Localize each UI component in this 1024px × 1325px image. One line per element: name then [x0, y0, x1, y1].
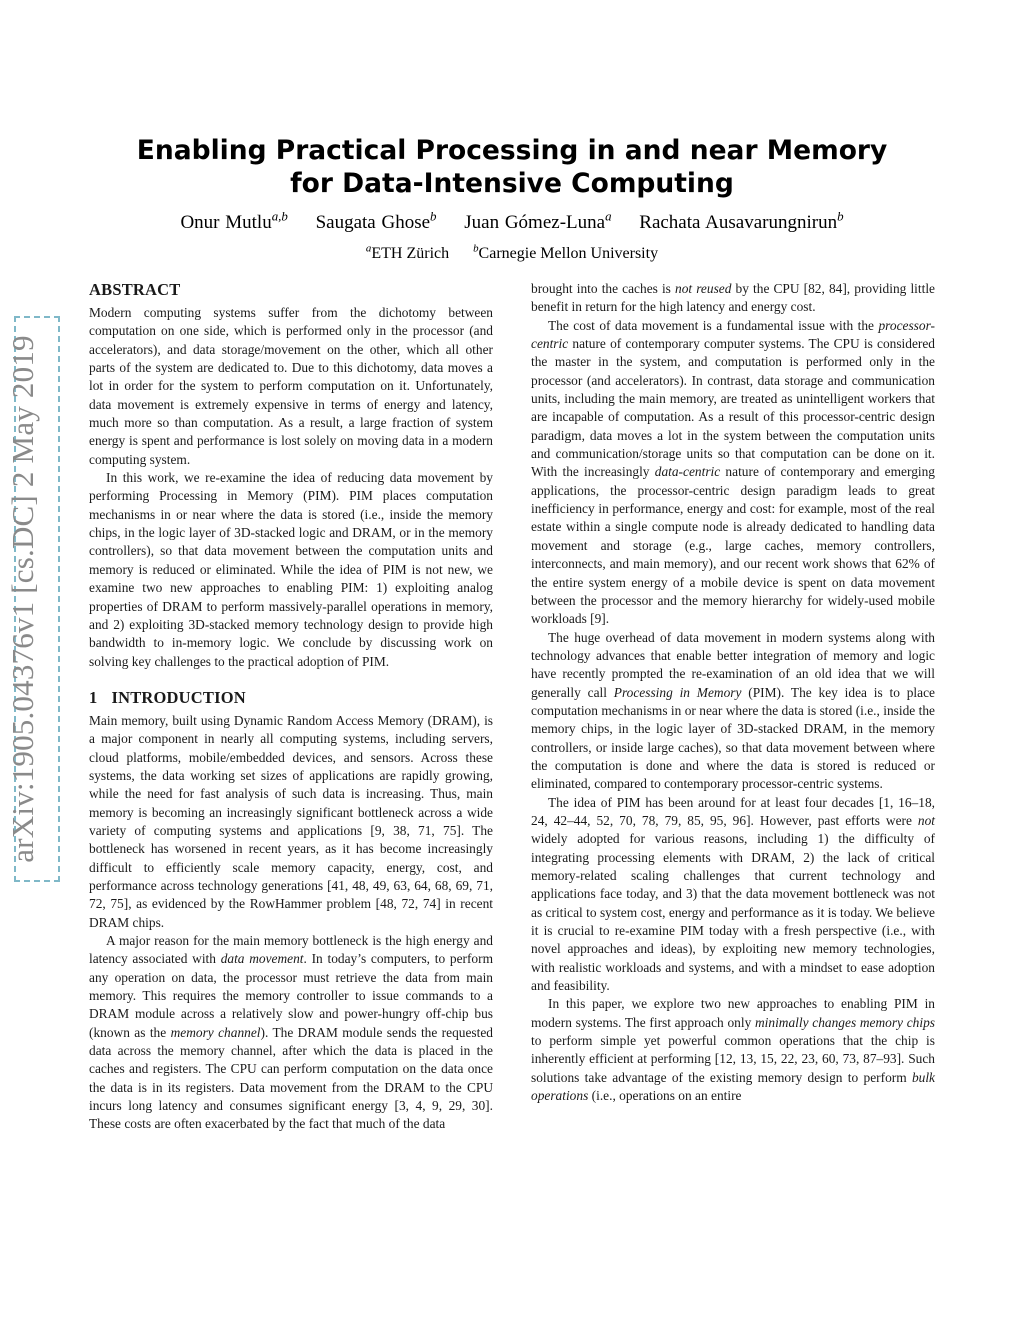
introduction-heading: 1 INTRODUCTION [89, 687, 246, 707]
abstract-paragraph: In this work, we re-examine the idea of reducing data movement by performing Processing in Memory (PIM). PIM places computation mechanisms in or near where the data is stored (i.e., inside the memory chips, in the logic layer of 3D-stacked logic and DRAM, or in the memory controllers), so that data movement between the computation units and memory is reduced or eliminated. While the idea of PIM is not new, we examine two new approaches to enabling PIM: 1) exploiting analog properties of DRAM to perform massively-parallel operations in memory, and 2) exploiting 3D-stacked memory technology design to provide high bandwidth to in-memory logic. We conclude by discussing work on solving key challenges to the practical adoption of PIM. [89, 470, 493, 669]
left-column [89, 280, 493, 1134]
author: Onur Mutlu$^{a,b}$ [180, 208, 288, 233]
affiliation-list [100, 242, 924, 263]
abstract-paragraph: Modern computing systems suffer from the dichotomy between computation on one side, which is performed only in the processor (and accelerators), and data storage/movement on the other, which all other parts of the system are dedicated to. Due to this dichotomy, data moves a lot in order for the system to perform computation on it. Unfortunately, data movement is extremely expensive in terms of energy and latency, much more so than computation. As a result, a large fraction of system energy is spent and performance is lost solely on moving data in a modern computing system. [89, 305, 493, 467]
body-paragraph: In this paper, we explore two new approaches to enabling PIM in modern systems. The first approach only minimally changes memory chips to perform simple yet powerful common operations that the chip is inherently efficient at performing [12, 13, 15, 22, 23, 60, 73, 87–93]. Such solutions take advantage of the existing memory design to perform bulk operations (i.e., operations on an entire [531, 996, 935, 1104]
body-paragraph: The cost of data movement is a fundamental issue with the processor-centric nature of contemporary computer systems. The CPU is considered the master in the system, and computation is performed only in the processor (and accelerators). In contrast, data storage and communication units, including the main memory, are treated as unintelligent workers that are incapable of computation. As a result of this processor-centric design paradigm, data moves a lot in the system between the computation units and communication/storage units so that computation can be done on it. With the increasingly data-centric nature of contemporary and emerging applications, the processor-centric design paradigm leads to great inefficiency in performance, energy and cost: for example, most of the real estate within a single compute node is already dedicated to handling data movement and storage (e.g., large caches, memory controllers, interconnects, and main memory), and our recent work shows that 62% of the entire system energy of a mobile device is spent on data movement between the processor and the memory hierarchy for widely-used mobile workloads [9]. [531, 317, 935, 627]
intro-paragraph: Main memory, built using Dynamic Random Access Memory (DRAM), is a major component in nearly all computing systems, including servers, cloud platforms, mobile/embedded devices, and sensors. Across these systems, the data working set sizes of applications are rapidly growing, while the need for fast analysis of such data is increasing. Thus, main memory is becoming an increasingly significant bottleneck across a wide variety of computing systems and applications [9, 38, 71, 75]. The bottleneck has worsened in recent years, as it has become increasingly difficult to efficiently scale memory capacity, energy, cost, and performance across technology generations [41, 48, 49, 63, 64, 68, 69, 71, 72, 75], as evidenced by the RowHammer problem [48, 72, 74] in recent DRAM chips. [89, 712, 493, 930]
paper-title [130, 134, 894, 200]
intro-paragraph: A major reason for the main memory bottleneck is the high energy and latency associated with data movement. In today’s computers, to perform any operation on data, the processor must retrieve the data from main memory. This requires the memory controller to issue commands to a DRAM module across a relatively slow and power-hungry off-chip bus (known as the memory channel). The DRAM module sends the requested data across the memory channel, after which the data is placed in the caches and registers. The CPU can perform computation on the data once the data is in its registers. Data movement from the DRAM to the CPU incurs long latency and consumes significant energy [3, 4, 9, 29, 30]. These costs are often exacerbated by the fact that much of the data [89, 933, 494, 1132]
body-paragraph: The huge overhead of data movement in modern systems along with technology advances that enable better integration of memory and logic have recently prompted the re-examination of an old idea that we will generally call Processing in Memory (PIM). The key idea is to place computation mechanisms in or near where the data is stored (i.e., inside the memory chips, in the logic layer of 3D-stacked DRAM, in the memory controllers, or inside large caches), so that data movement between where the computation is done and where the data is stored is reduced or eliminated, compared to contemporary processor-centric systems. [531, 629, 935, 792]
author-list [100, 208, 924, 234]
author: Rachata Ausavarungnirun$^b$ [639, 208, 844, 233]
body-paragraph: The idea of PIM has been around for at least four decades [1, 16–18, 24, 42–44, 52, 70, 78, 79, 85, 95, 96]. However, past efforts were not widely adopted for various reasons, including 1) the difficulty of integrating processing elements with DRAM, 2) the lack of critical memory-related scaling challenges that current technology and applications face today, and 3) that the data movement bottleneck was not as critical to system cost, energy and performance as it is today. We believe it is crucial to re-examine PIM today with a fresh perspective (i.e., with novel approaches and ideas), by exploiting new memory technologies, with realistic workloads and systems, and with a mindset to ease adoption and feasibility. [531, 794, 935, 994]
right-column [531, 280, 935, 1105]
affiliation: $^a$ETH Zürich [365, 242, 450, 262]
title-line-2: for Data-Intensive Computing [290, 168, 734, 199]
author: Juan Gómez-Luna$^a$ [464, 208, 612, 233]
abstract-heading: ABSTRACT [89, 280, 181, 299]
affiliation: $^b$Carnegie Mellon University [473, 242, 659, 262]
author: Saugata Ghose$^b$ [315, 208, 437, 233]
arxiv-stamp: arXiv:1905.04376v1 [cs.DC] 2 May 2019 [5, 335, 40, 863]
title-line-1: Enabling Practical Processing in and near Memory [136, 135, 888, 166]
body-paragraph: brought into the caches is not reused by the CPU [82, 84], providing little benefit in return for the high latency and energy cost. [531, 281, 935, 315]
